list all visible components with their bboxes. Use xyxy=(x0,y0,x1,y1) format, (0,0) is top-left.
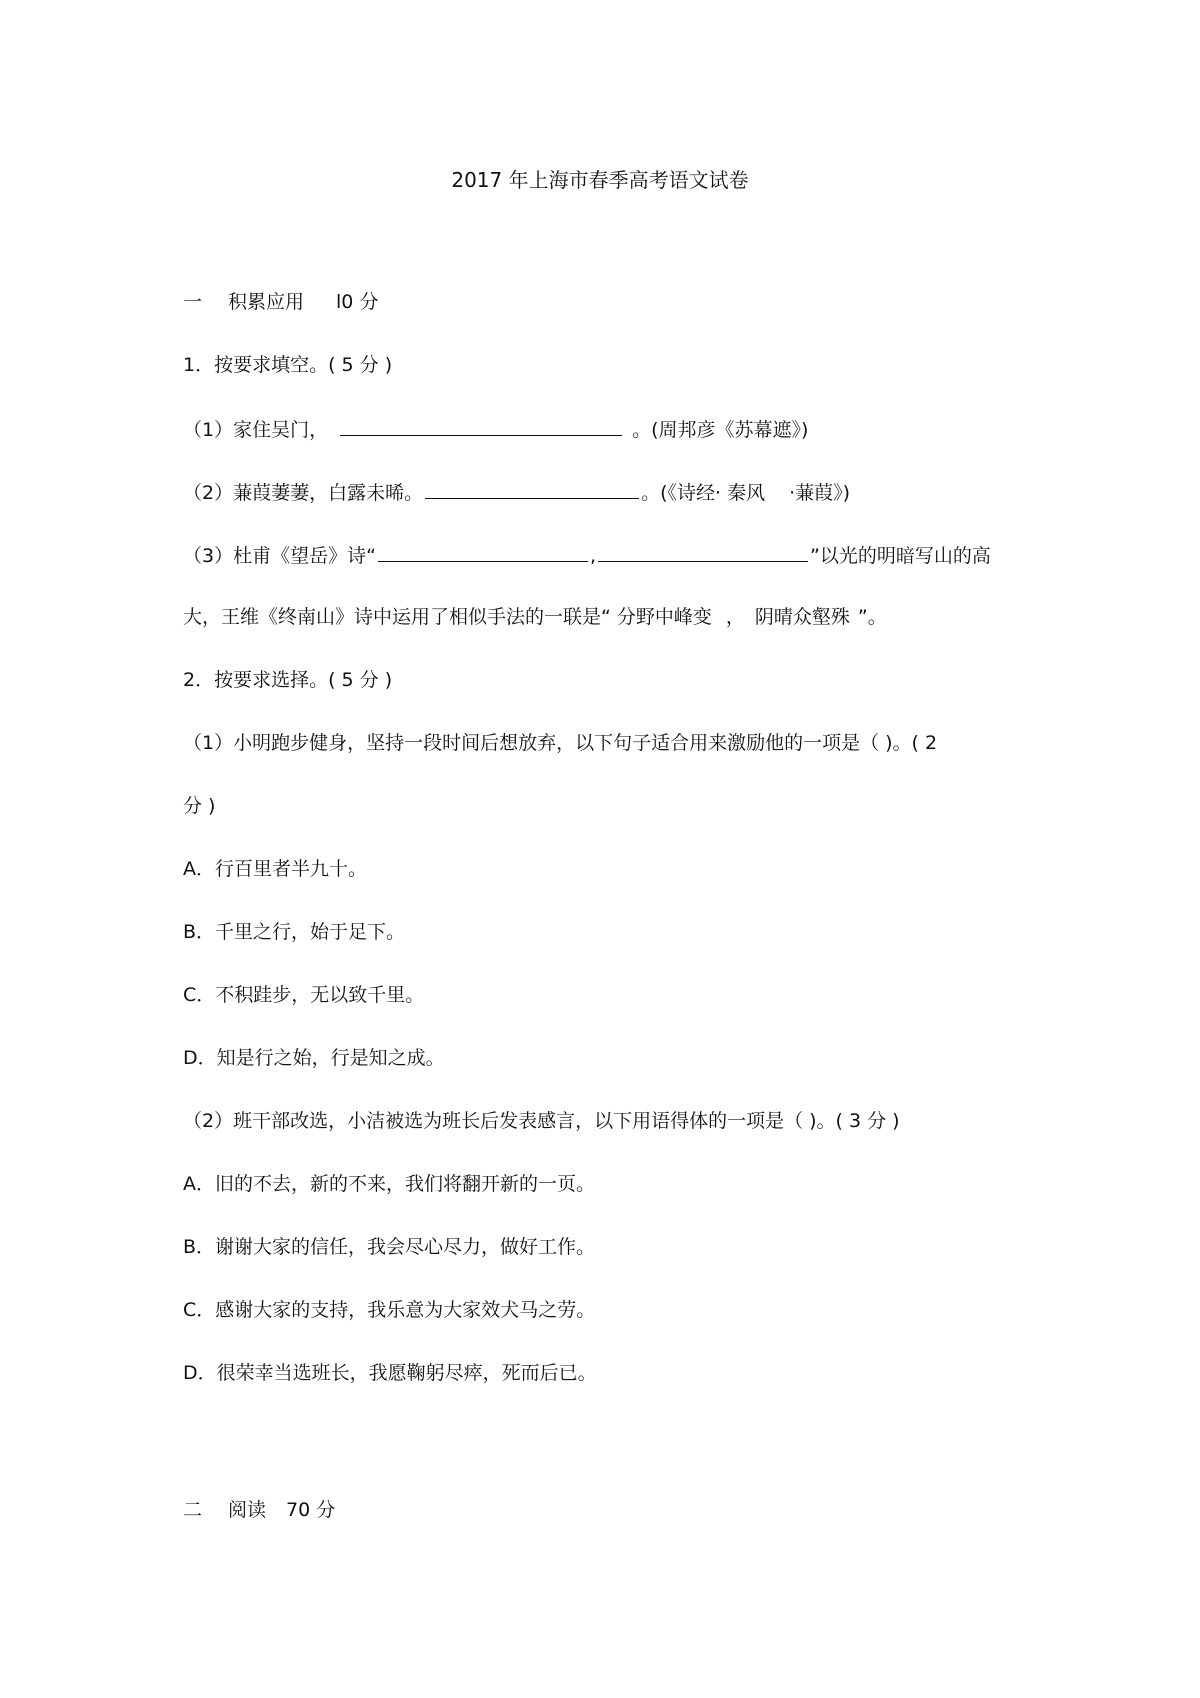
option-b: B．谢谢大家的信任，我会尽心尽力，做好工作。 xyxy=(183,1236,596,1258)
option-a: A．行百里者半九十。 xyxy=(183,858,367,880)
item-2-suffix: 。(《诗经· 秦风 xyxy=(641,482,766,504)
item-3-text-c: 阴晴众壑殊 xyxy=(754,606,850,628)
question-1-item-2 xyxy=(183,478,850,504)
option-d: D．知是行之始，行是知之成。 xyxy=(183,1047,445,1069)
item-2-suffix-2: ·蒹葭》) xyxy=(789,482,851,504)
section-2-label: 阅读 xyxy=(228,1499,267,1521)
question-2-sub-1: （1）小明跑步健身，坚持一段时间后想放弃，以下句子适合用来激励他的一项是（ )。( 2 xyxy=(183,732,938,754)
item-1-prefix: （1）家住吴门， xyxy=(183,419,329,441)
option-a: A．旧的不去，新的不来，我们将翻开新的一页。 xyxy=(183,1173,595,1195)
section-2-score: 70 分 xyxy=(286,1499,336,1521)
item-1-suffix: 。(周邦彦《苏幕遮》) xyxy=(632,419,809,441)
item-3-comma: , xyxy=(589,545,596,567)
item-3-text-d: ”。 xyxy=(857,606,887,628)
question-1-heading: 1．按要求填空。( 5 分 ) xyxy=(183,354,393,376)
option-c: C．感谢大家的支持，我乐意为大家效犬马之劳。 xyxy=(183,1299,596,1321)
fill-blank[interactable] xyxy=(598,541,808,562)
item-3-prefix: （3）杜甫《望岳》诗“ xyxy=(183,545,376,567)
section-1-number: 一 xyxy=(183,291,203,313)
item-3-suffix: ”以光的明暗写山的高 xyxy=(809,545,991,567)
section-2-number: 二 xyxy=(183,1499,203,1521)
question-1-item-3 xyxy=(183,541,991,567)
question-2-sub-1-continued: 分 ) xyxy=(183,795,216,817)
question-1-item-3-continued xyxy=(183,604,887,630)
page-title: 2017 年上海市春季高考语文试卷 xyxy=(451,168,749,192)
section-1-score: l0 分 xyxy=(336,291,379,313)
section-1-heading xyxy=(183,289,378,315)
option-b: B．千里之行，始于足下。 xyxy=(183,921,406,943)
fill-blank[interactable] xyxy=(378,541,588,562)
question-1-item-1 xyxy=(183,415,808,441)
section-1-label: 积累应用 xyxy=(228,291,305,313)
section-2-heading xyxy=(183,1497,335,1523)
option-c: C．不积跬步，无以致千里。 xyxy=(183,984,425,1006)
question-2-heading: 2．按要求选择。( 5 分 ) xyxy=(183,669,393,691)
fill-blank[interactable] xyxy=(340,415,622,436)
question-2-sub-2: （2）班干部改选，小洁被选为班长后发表感言，以下用语得体的一项是（ )。( 3 分 ) xyxy=(183,1110,900,1132)
item-2-prefix: （2）蒹葭萋萋，白露未晞。 xyxy=(183,482,424,504)
fill-blank[interactable] xyxy=(425,478,639,499)
item-3-text-b: ， xyxy=(725,606,745,628)
option-d: D．很荣幸当选班长，我愿鞠躬尽瘁，死而后已。 xyxy=(183,1362,597,1384)
item-3-text-a: 大，王维《终南山》诗中运用了相似手法的一联是“ 分野中峰变 xyxy=(183,606,712,628)
